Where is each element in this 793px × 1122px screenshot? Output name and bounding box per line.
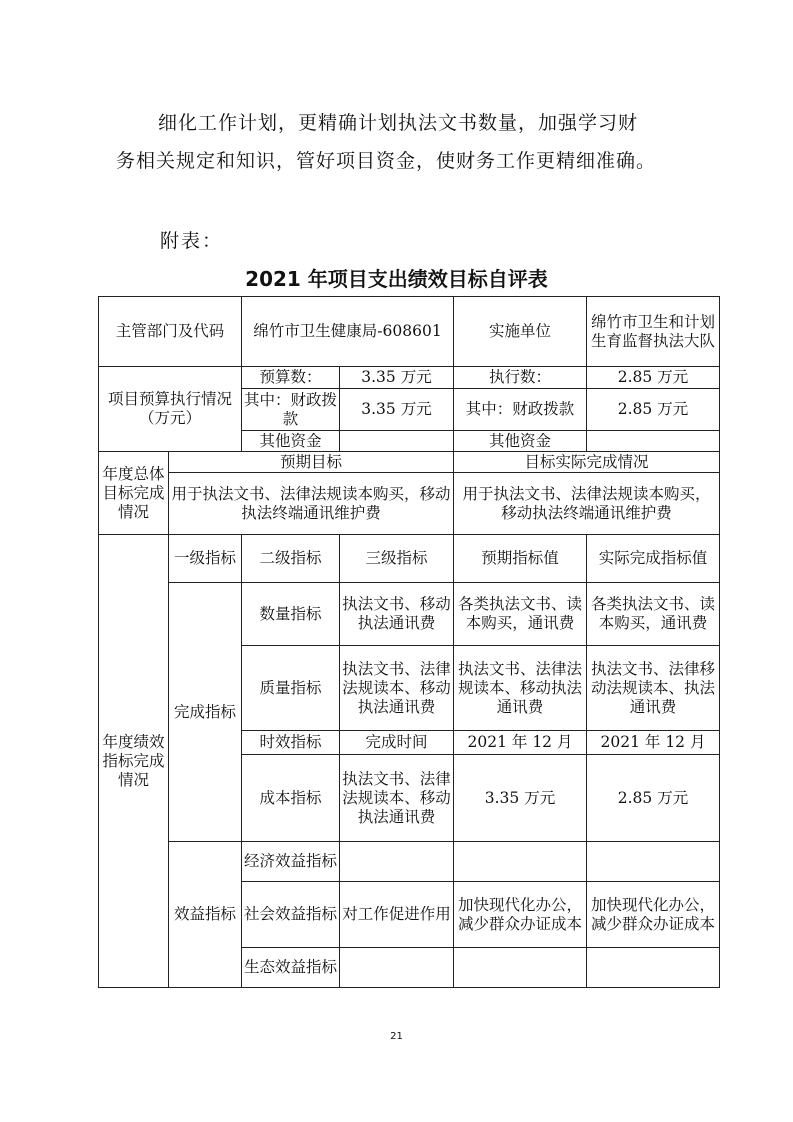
table-row-l2: 生态效益指标 (242, 948, 340, 988)
table-title: 2021 年项目支出绩效目标自评表 (245, 267, 548, 291)
col-level2: 二级指标 (242, 535, 340, 583)
page-number: 21 (390, 1031, 403, 1042)
benefit-indicator-label: 效益指标 (169, 842, 242, 988)
body-paragraph-line-1: 细化工作计划，更精确计划执法文书数量，加强学习财 (158, 112, 639, 134)
table-row-actual: 各类执法文书、读本购买，通讯费 (587, 583, 720, 646)
body-paragraph-line-2: 务相关规定和知识，管好项目资金，使财务工作更精细准确。 (116, 150, 657, 172)
dept-label: 主管部门及代码 (99, 297, 242, 367)
table-row-expected: 执法文书、法律法规读本、移动执法通讯费 (454, 646, 587, 731)
budget-other-label: 其他资金 (242, 431, 340, 452)
budget-total-value: 3.35 万元 (340, 367, 454, 389)
table-row-actual: 执法文书、法律移动法规读本、执法通讯费 (587, 646, 720, 731)
budget-total-label: 预算数： (242, 367, 340, 389)
expected-goal-text: 用于执法文书、法律法规读本购买，移动执法终端通讯维护费 (169, 473, 454, 535)
table-row-actual: 加快现代化办公，减少群众办证成本 (587, 882, 720, 948)
table-row-l3: 执法文书、移动执法通讯费 (340, 583, 454, 646)
expected-goal-header: 预期目标 (169, 452, 454, 473)
table-row-expected: 加快现代化办公，减少群众办证成本 (454, 882, 587, 948)
table-row-expected: 各类执法文书、读本购买，通讯费 (454, 583, 587, 646)
complete-indicator-label: 完成指标 (169, 583, 242, 842)
table-row-l2: 时效指标 (242, 731, 340, 755)
table-row-l2: 社会效益指标 (242, 882, 340, 948)
performance-table (98, 296, 720, 988)
actual-goal-header: 目标实际完成情况 (454, 452, 720, 473)
table-row-l3: 执法文书、法律法规读本、移动执法通讯费 (340, 646, 454, 731)
table-row-l3: 执法文书、法律法规读本、移动执法通讯费 (340, 755, 454, 842)
table-row-expected: 2021 年 12 月 (454, 731, 587, 755)
table-row-actual (587, 842, 720, 882)
table-row-expected (454, 948, 587, 988)
budget-fiscal-value: 3.35 万元 (340, 389, 454, 431)
table-row-actual: 2021 年 12 月 (587, 731, 720, 755)
exec-fiscal-label: 其中：财政拨款 (454, 389, 587, 431)
budget-label: 项目预算执行情况（万元） (99, 367, 242, 452)
budget-fiscal-label: 其中：财政拨款 (242, 389, 340, 431)
table-row-actual (587, 948, 720, 988)
overall-label: 年度总体目标完成情况 (99, 452, 169, 535)
table-row-l2: 数量指标 (242, 583, 340, 646)
col-level3: 三级指标 (340, 535, 454, 583)
table-row-l3: 对工作促进作用 (340, 882, 454, 948)
table-row-l3 (340, 948, 454, 988)
col-expected: 预期指标值 (454, 535, 587, 583)
table-row-l2: 经济效益指标 (242, 842, 340, 882)
dept-value: 绵竹市卫生健康局-608601 (242, 297, 454, 367)
col-actual: 实际完成指标值 (587, 535, 720, 583)
unit-value: 绵竹市卫生和计划生育监督执法大队 (587, 297, 720, 367)
table-row-l3 (340, 842, 454, 882)
exec-total-value: 2.85 万元 (587, 367, 720, 389)
attachment-label: 附表： (160, 230, 224, 252)
perf-label: 年度绩效指标完成情况 (99, 535, 169, 988)
table-row-l2: 质量指标 (242, 646, 340, 731)
table-row-l2: 成本指标 (242, 755, 340, 842)
table-row-l3: 完成时间 (340, 731, 454, 755)
table-row-actual: 2.85 万元 (587, 755, 720, 842)
actual-goal-text: 用于执法文书、法律法规读本购买，移动执法终端通讯维护费 (454, 473, 720, 535)
table-row-expected (454, 842, 587, 882)
exec-fiscal-value: 2.85 万元 (587, 389, 720, 431)
col-level1: 一级指标 (169, 535, 242, 583)
table-row-expected: 3.35 万元 (454, 755, 587, 842)
unit-label: 实施单位 (454, 297, 587, 367)
exec-total-label: 执行数： (454, 367, 587, 389)
exec-other-label: 其他资金 (454, 431, 587, 452)
